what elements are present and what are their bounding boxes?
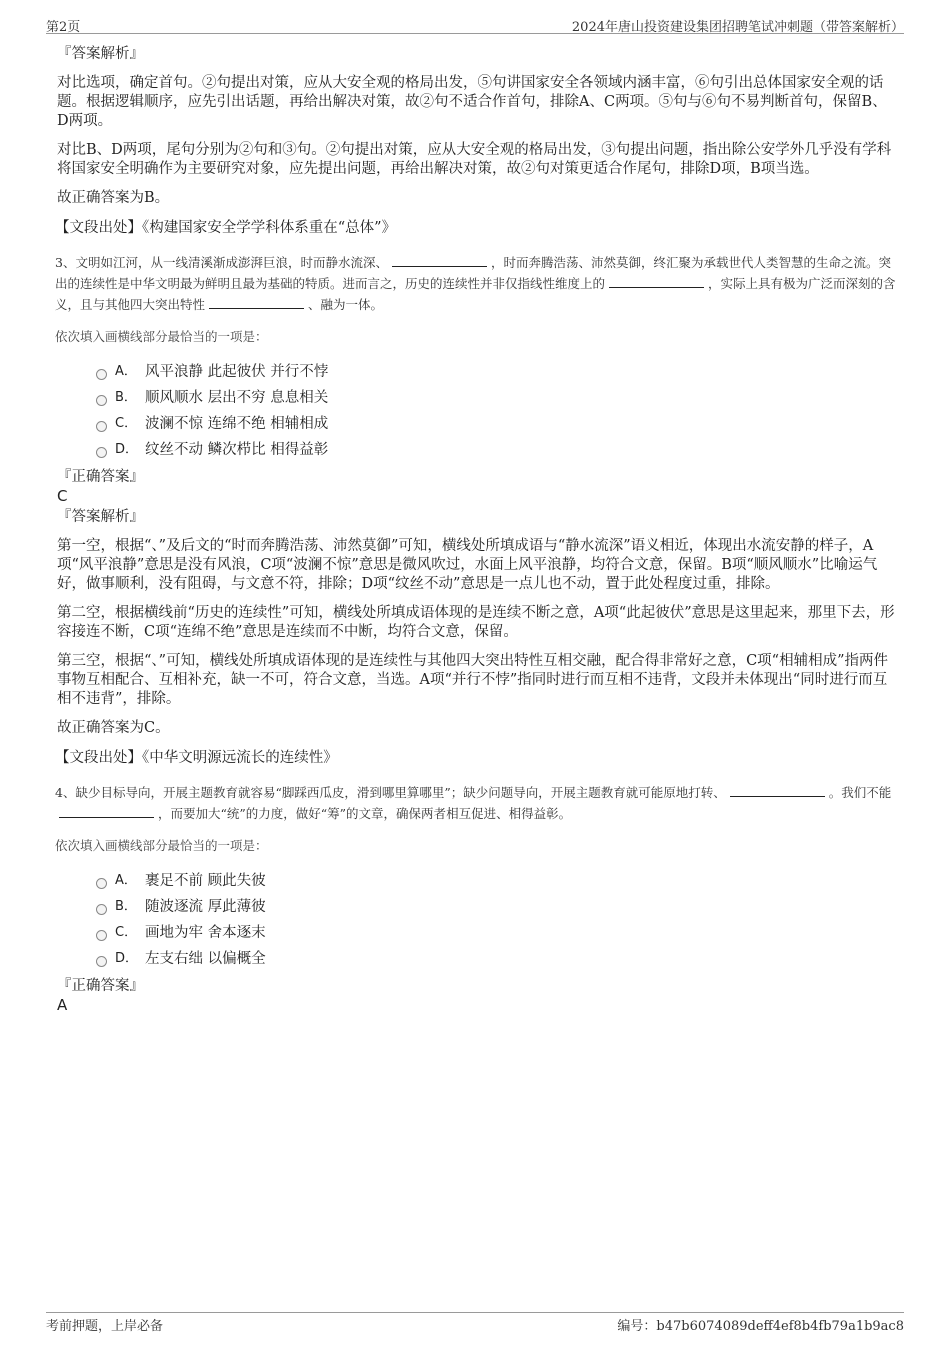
q4-prompt: 依次填入画横线部分最恰当的一项是： <box>55 838 268 853</box>
q3-stem: 3、文明如江河，从一线清溪渐成澎湃巨浪，时而静水流深、 ，时而奔腾浩荡、沛然莫御，终汇聚为承载世代人类智慧的生命之流。突出的连续性是中华文明最为鲜明且最为基础的特质。进而言之，历史的连续性并非仅指线性维度上的 ，实际上具有极为广泛而深刻的含义，且与其他四大突出特性 、融为一体。 <box>55 255 896 312</box>
q4-option-b[interactable]: B． 随波逐流 厚此薄彼 <box>96 894 897 920</box>
blank-line <box>609 276 704 288</box>
blank-line <box>59 806 154 818</box>
blank-line <box>730 785 825 797</box>
q2-analysis-paragraph: 对比B、D两项，尾句分别为②句和③句。②句提出对策，应从大安全观的格局出发，③句提出问题，指出除公安学外几乎没有学科将国家安全明确作为主要研究对象，应先提出问题，再给出解决对策，故②句对策更适合作尾句，排除D项，B项当选。 <box>57 142 892 177</box>
q4-options <box>96 868 897 972</box>
q4-option-a[interactable]: A． 裹足不前 顾此失彼 <box>96 868 897 894</box>
q4-option-c[interactable]: C． 画地为牢 舍本逐末 <box>96 920 897 946</box>
radio-icon[interactable] <box>96 878 107 889</box>
radio-icon[interactable] <box>96 447 107 458</box>
footer-slogan: 考前押题，上岸必备 <box>46 1319 164 1334</box>
q3-analysis-paragraph: 第二空，根据横线前“历史的连续性”可知，横线处所填成语体现的是连续不断之意，A项“此起彼伏”意思是这里起来，那里下去，形容接连不断，C项“连绵不绝”意思是连续而不中断，均符合文意，保留。 <box>57 605 895 640</box>
page-footer <box>46 1312 904 1334</box>
q4-stem: 4、缺少目标导向，开展主题教育就容易“脚踩西瓜皮，滑到哪里算哪里”；缺少问题导向，开展主题教育就可能原地打转、 。我们不能，而要加大“统”的力度，做好“筹”的文章，确保两者相互促进、相得益彰。 <box>55 785 892 821</box>
radio-icon[interactable] <box>96 904 107 915</box>
q2-analysis-paragraph: 故正确答案为B。 <box>57 190 170 206</box>
q3-option-b[interactable]: B． 顺风顺水 层出不穷 息息相关 <box>96 385 897 411</box>
q3-option-d[interactable]: D． 纹丝不动 鳞次栉比 相得益彰 <box>96 437 897 463</box>
q3-analysis-paragraph: 故正确答案为C。 <box>57 720 170 736</box>
document-id: 编号：b47b6074089deff4ef8b4fb79a1b9ac8 <box>617 1319 904 1334</box>
q3-correct-answer: C <box>57 487 68 505</box>
q2-analysis-paragraph: 对比选项，确定首句。②句提出对策，应从大安全观的格局出发，⑤句讲国家安全各领域内涵丰富，⑥句引出总体国家安全观的话题。根据逻辑顺序，应先引出话题，再给出解决对策，故②句不适合作首句，排除A、C两项。⑤句与⑥句不易判断首句，保留B、D两项。 <box>57 75 887 129</box>
blank-line <box>209 297 304 309</box>
q3-options <box>96 359 897 463</box>
blank-line <box>392 255 487 267</box>
radio-icon[interactable] <box>96 956 107 967</box>
q3-prompt: 依次填入画横线部分最恰当的一项是： <box>55 329 268 344</box>
q4-option-d[interactable]: D． 左支右绌 以偏概全 <box>96 946 897 972</box>
q3-option-a[interactable]: A． 风平浪静 此起彼伏 并行不悖 <box>96 359 897 385</box>
radio-icon[interactable] <box>96 369 107 380</box>
q2-source: 【文段出处】《构建国家安全学学科体系重在“总体”》 <box>55 220 397 236</box>
q3-option-c[interactable]: C． 波澜不惊 连绵不绝 相辅相成 <box>96 411 897 437</box>
q3-analysis-paragraph: 第一空，根据“、”及后文的“时而奔腾浩荡、沛然莫御”可知，横线处所填成语与“静水流深”语义相近，体现出水流安静的样子，A项“风平浪静”意思是没有风浪，C项“波澜不惊”意思是微风吹过，水面上风平浪静，均符合文意，保留。B项“顺风顺水”比喻运气好，做事顺利，没有阻碍，与文意不符，排除；D项“纹丝不动”意思是一点儿也不动，置于此处程度过重，排除。 <box>57 538 878 592</box>
q3-correct-title: 『正确答案』 <box>57 469 144 485</box>
radio-icon[interactable] <box>96 395 107 406</box>
page-number: 第2页 <box>46 20 81 35</box>
radio-icon[interactable] <box>96 421 107 432</box>
radio-icon[interactable] <box>96 930 107 941</box>
q3-analysis-paragraph: 第三空，根据“、”可知，横线处所填成语体现的是连续性与其他四大突出特性互相交融，配合得非常好之意，C项“相辅相成”指两件事物互相配合、互相补充，缺一不可，符合文意，当选。A项“并行不悖”指同时进行而互相不违背，文段并未体现出“同时进行而互相不违背”，排除。 <box>57 653 888 707</box>
q2-analysis-title: 『答案解析』 <box>57 46 144 62</box>
q3-analysis-title: 『答案解析』 <box>57 509 144 525</box>
page-content <box>57 44 897 1016</box>
page-header <box>46 14 904 34</box>
q4-correct-title: 『正确答案』 <box>57 978 144 994</box>
q4-correct-answer: A <box>57 996 68 1014</box>
q3-source: 【文段出处】《中华文明源远流长的连续性》 <box>55 750 338 766</box>
document-title: 2024年唐山投资建设集团招聘笔试冲刺题（带答案解析） <box>571 20 904 35</box>
